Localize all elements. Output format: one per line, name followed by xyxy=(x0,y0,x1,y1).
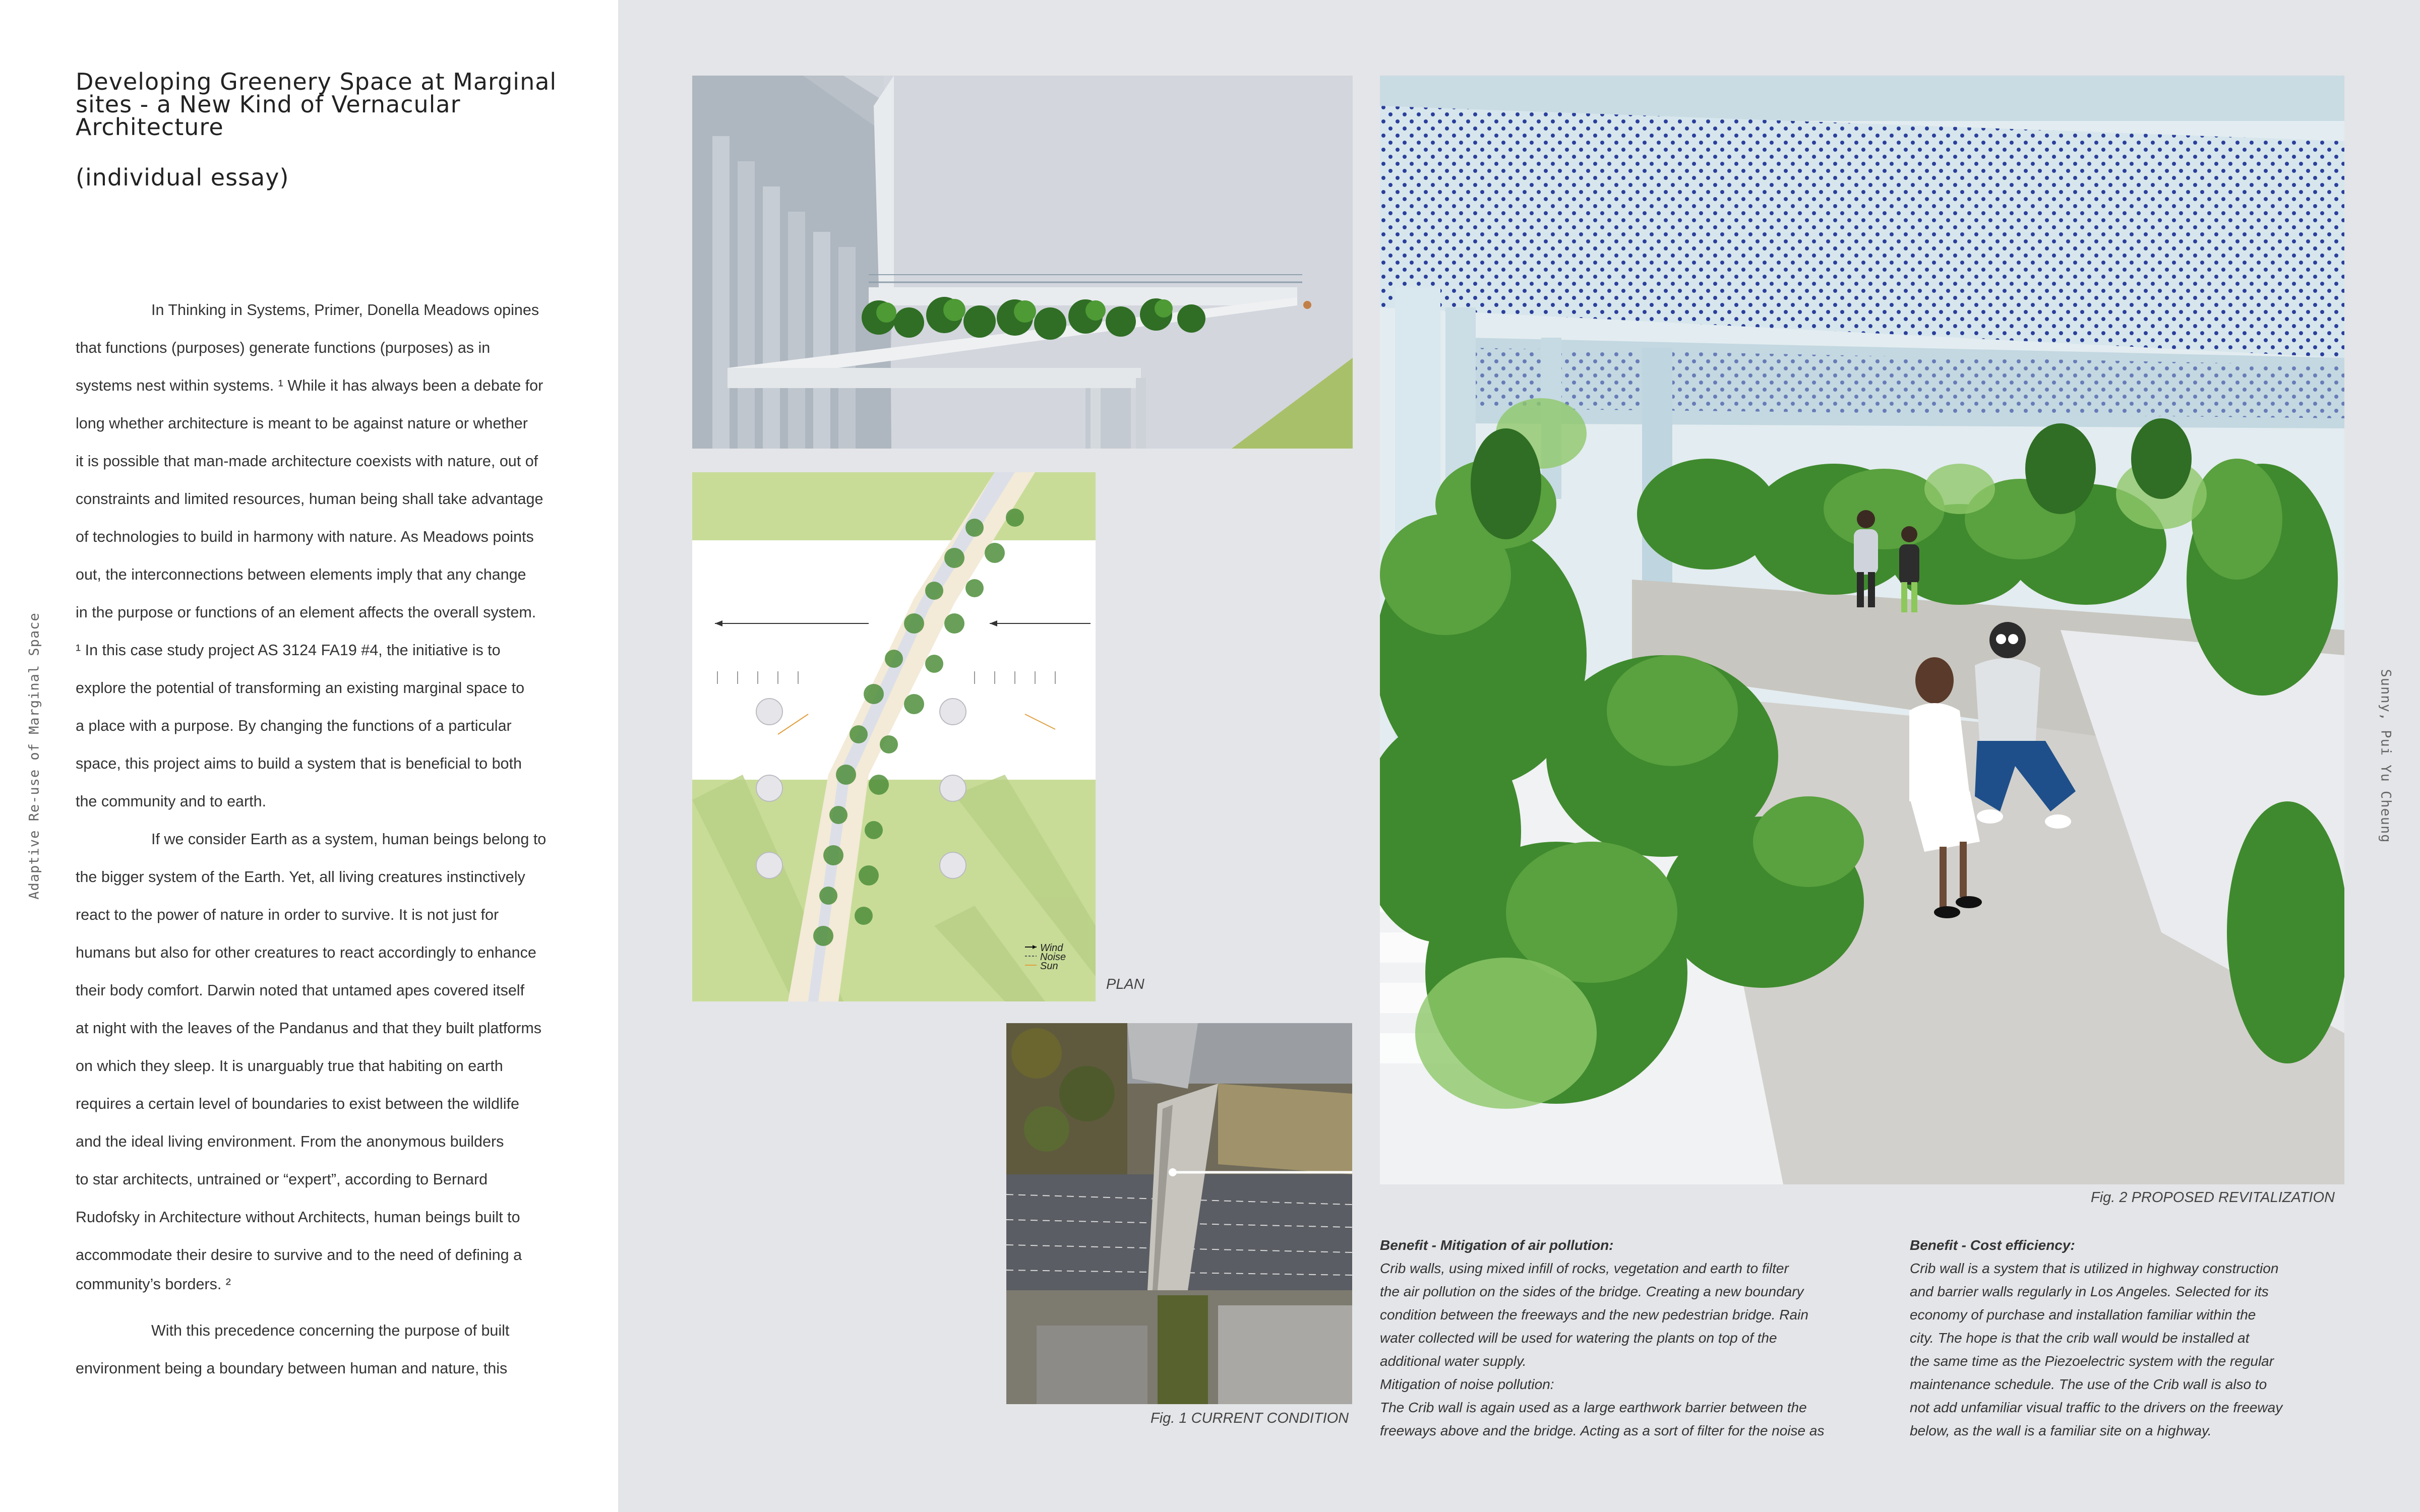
benefit-line: below, as the wall is a familiar site on a highway. xyxy=(1910,1423,2212,1438)
legend-noise-label: Noise xyxy=(1040,952,1066,963)
fig2-caption: Fig. 2 PROPOSED REVITALIZATION xyxy=(2091,1189,2335,1206)
benefit-line: maintenance schedule. The use of the Crib wall is also to xyxy=(1910,1376,2267,1392)
benefit-cost-efficiency xyxy=(1910,1234,2282,1442)
essay-line: and the ideal living environment. From the anonymous builders xyxy=(76,1133,504,1150)
essay-line: In Thinking in Systems, Primer, Donella Meadows opines xyxy=(151,301,539,319)
essay-line: of technologies to build in harmony with nature. As Meadows points xyxy=(76,528,534,545)
benefit-line: Crib walls, using mixed infill of rocks, vegetation and earth to filter xyxy=(1380,1261,1789,1276)
essay-line: systems nest within systems. ¹ While it has always been a debate for xyxy=(76,377,543,394)
benefit-line: the air pollution on the sides of the bridge. Creating a new boundary xyxy=(1380,1284,1804,1299)
essay-line: react to the power of nature in order to survive. It is not just for xyxy=(76,906,499,923)
benefit-line: the same time as the Piezoelectric system with the regular xyxy=(1910,1353,2274,1369)
benefit-air-pollution xyxy=(1380,1234,1824,1442)
title-line: Developing Greenery Space at Marginal xyxy=(76,68,557,95)
essay-line: accommodate their desire to survive and to the need of defining a xyxy=(76,1246,522,1264)
essay-line: explore the potential of transforming an existing marginal space to xyxy=(76,679,525,697)
essay-line: community’s borders. ² xyxy=(76,1276,231,1293)
essay-paragraph-3 xyxy=(76,1312,595,1388)
proposed-render-svg xyxy=(1380,76,2344,1184)
essay-line: a place with a purpose. By changing the functions of a particular xyxy=(76,717,512,734)
benefit-line: water collected will be used for watering the plants on top of the xyxy=(1380,1330,1777,1346)
side-label-right: Sunny, Pui Yu Cheung xyxy=(2378,669,2394,843)
benefit-line: city. The hope is that the crib wall would be installed at xyxy=(1910,1330,2250,1346)
essay-line: If we consider Earth as a system, human beings belong to xyxy=(151,831,547,848)
legend-sun-label: Sun xyxy=(1040,961,1058,972)
essay-line: out, the interconnections between elements imply that any change xyxy=(76,566,526,583)
benefit-line: Crib wall is a system that is utilized in highway construction xyxy=(1910,1261,2279,1276)
side-label-left: Adaptive Re-use of Marginal Space xyxy=(26,612,42,900)
essay-subtitle: (individual essay) xyxy=(76,164,289,191)
benefit-line: freeways above and the bridge. Acting as a sort of filter for the noise as xyxy=(1380,1423,1825,1438)
essay-line: environment being a boundary between human and nature, this xyxy=(76,1360,508,1377)
essay-line: on which they sleep. It is unarguably true that habiting on earth xyxy=(76,1057,503,1075)
aerial-photo-svg xyxy=(1006,1023,1352,1404)
fig1-caption: Fig. 1 CURRENT CONDITION xyxy=(1151,1410,1349,1426)
benefit-line: The Crib wall is again used as a large earthwork barrier between the xyxy=(1380,1400,1807,1415)
benefit-line: and barrier walls regularly in Los Angeles. Selected for its xyxy=(1910,1284,2269,1299)
benefit-air-heading: Benefit - Mitigation of air pollution: xyxy=(1380,1237,1614,1253)
title-line: sites - a New Kind of Vernacular xyxy=(76,91,461,118)
benefit-line: economy of purchase and installation familiar within the xyxy=(1910,1307,2256,1322)
legend-wind-label: Wind xyxy=(1040,942,1063,954)
proposed-revitalization-render xyxy=(1380,76,2344,1184)
essay-line: Rudofsky in Architecture without Architects, human beings built to xyxy=(76,1209,520,1226)
essay-line: humans but also for other creatures to react accordingly to enhance xyxy=(76,944,536,961)
essay-line: in the purpose or functions of an element affects the overall system. xyxy=(76,604,536,621)
essay-paragraph-2 xyxy=(76,821,595,1294)
title-line: Architecture xyxy=(76,113,224,141)
essay-line: constraints and limited resources, human being shall take advantage xyxy=(76,490,543,508)
bridge-elevation-render xyxy=(692,76,1353,449)
essay-line: long whether architecture is meant to be against nature or whether xyxy=(76,415,528,432)
essay-body xyxy=(76,291,595,1388)
essay-line: it is possible that man-made architecture coexists with nature, out of xyxy=(76,453,538,470)
essay-line: requires a certain level of boundaries to exist between the wildlife xyxy=(76,1095,519,1112)
essay-line: to star architects, untrained or “expert”, according to Bernard xyxy=(76,1171,488,1188)
essay-line: ¹ In this case study project AS 3124 FA19 #4, the initiative is to xyxy=(76,642,501,659)
benefit-cost-heading: Benefit - Cost efficiency: xyxy=(1910,1237,2075,1253)
aerial-photo-current xyxy=(1006,1023,1352,1404)
essay-title xyxy=(76,68,610,141)
site-plan-diagram xyxy=(692,472,1096,1001)
plan-caption: PLAN xyxy=(1106,976,1144,992)
essay-line: space, this project aims to build a system that is beneficial to both xyxy=(76,755,522,772)
benefit-line: not add unfamiliar visual traffic to the drivers on the freeway xyxy=(1910,1400,2283,1415)
site-plan-svg xyxy=(692,472,1096,1001)
benefit-line: additional water supply. xyxy=(1380,1353,1527,1369)
essay-line: the community and to earth. xyxy=(76,793,267,810)
essay-line: their body comfort. Darwin noted that untamed apes covered itself xyxy=(76,982,525,999)
essay-line: the bigger system of the Earth. Yet, all living creatures instinctively xyxy=(76,868,525,886)
essay-line: With this precedence concerning the purpose of built xyxy=(151,1322,510,1339)
benefit-line: condition between the freeways and the new pedestrian bridge. Rain xyxy=(1380,1307,1808,1322)
essay-line: at night with the leaves of the Pandanus and that they built platforms xyxy=(76,1020,542,1037)
essay-paragraph-1 xyxy=(76,291,595,821)
essay-line: that functions (purposes) generate functions (purposes) as in xyxy=(76,339,491,356)
bridge-elevation-svg xyxy=(692,76,1353,449)
benefit-line: Mitigation of noise pollution: xyxy=(1380,1376,1554,1392)
